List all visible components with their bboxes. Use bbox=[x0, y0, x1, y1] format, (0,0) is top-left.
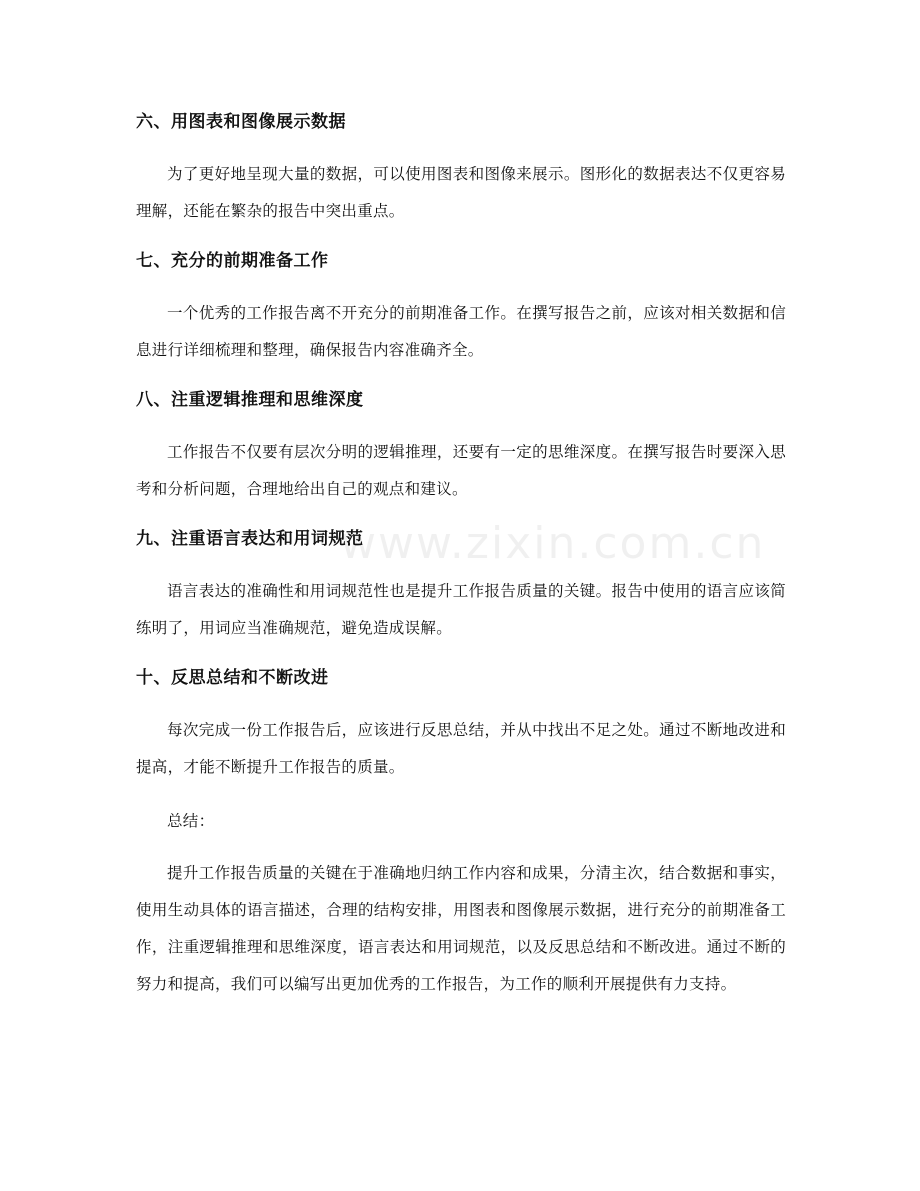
section-heading: 八、注重逻辑推理和思维深度 bbox=[136, 390, 364, 410]
watermark: www.zixin.com.cn bbox=[340, 518, 766, 569]
section-7 bbox=[136, 247, 786, 369]
section-paragraph: 一个优秀的工作报告离不开充分的前期准备工作。在撰写报告之前，应该对相关数据和信息进行详细梳理和整理，确保报告内容准确齐全。 bbox=[136, 304, 786, 359]
section-paragraph: 为了更好地呈现大量的数据，可以使用图表和图像来展示。图形化的数据表达不仅更容易理解，还能在繁杂的报告中突出重点。 bbox=[136, 165, 786, 220]
section-8 bbox=[136, 386, 786, 508]
section-heading: 十、反思总结和不断改进 bbox=[136, 668, 329, 688]
section-paragraph: 语言表达的准确性和用词规范性也是提升工作报告质量的关键。报告中使用的语言应该简练明了，用词应当准确规范，避免造成误解。 bbox=[136, 582, 786, 637]
section-heading: 九、注重语言表达和用词规范 bbox=[136, 529, 364, 549]
section-heading: 六、用图表和图像展示数据 bbox=[136, 112, 346, 132]
section-10 bbox=[136, 664, 786, 786]
summary-paragraph: 提升工作报告质量的关键在于准确地归纳工作内容和成果，分清主次，结合数据和事实，使用生动具体的语言描述，合理的结构安排，用图表和图像展示数据，进行充分的前期准备工作，注重逻辑推理和思维深度，语言表达和用词规范，以及反思总结和不断改进。通过不断的努力和提高，我们可以编写出更加优秀的工作报告，为工作的顺利开展提供有力支持。 bbox=[136, 864, 786, 993]
section-9 bbox=[136, 525, 786, 647]
document-body bbox=[136, 108, 786, 1020]
section-paragraph: 每次完成一份工作报告后，应该进行反思总结，并从中找出不足之处。通过不断地改进和提高，才能不断提升工作报告的质量。 bbox=[136, 721, 786, 776]
section-paragraph: 工作报告不仅要有层次分明的逻辑推理，还要有一定的思维深度。在撰写报告时要深入思考和分析问题，合理地给出自己的观点和建议。 bbox=[136, 443, 786, 498]
section-6 bbox=[136, 108, 786, 230]
summary-label: 总结： bbox=[167, 812, 215, 830]
section-heading: 七、充分的前期准备工作 bbox=[136, 251, 329, 271]
summary-section bbox=[136, 803, 786, 1003]
